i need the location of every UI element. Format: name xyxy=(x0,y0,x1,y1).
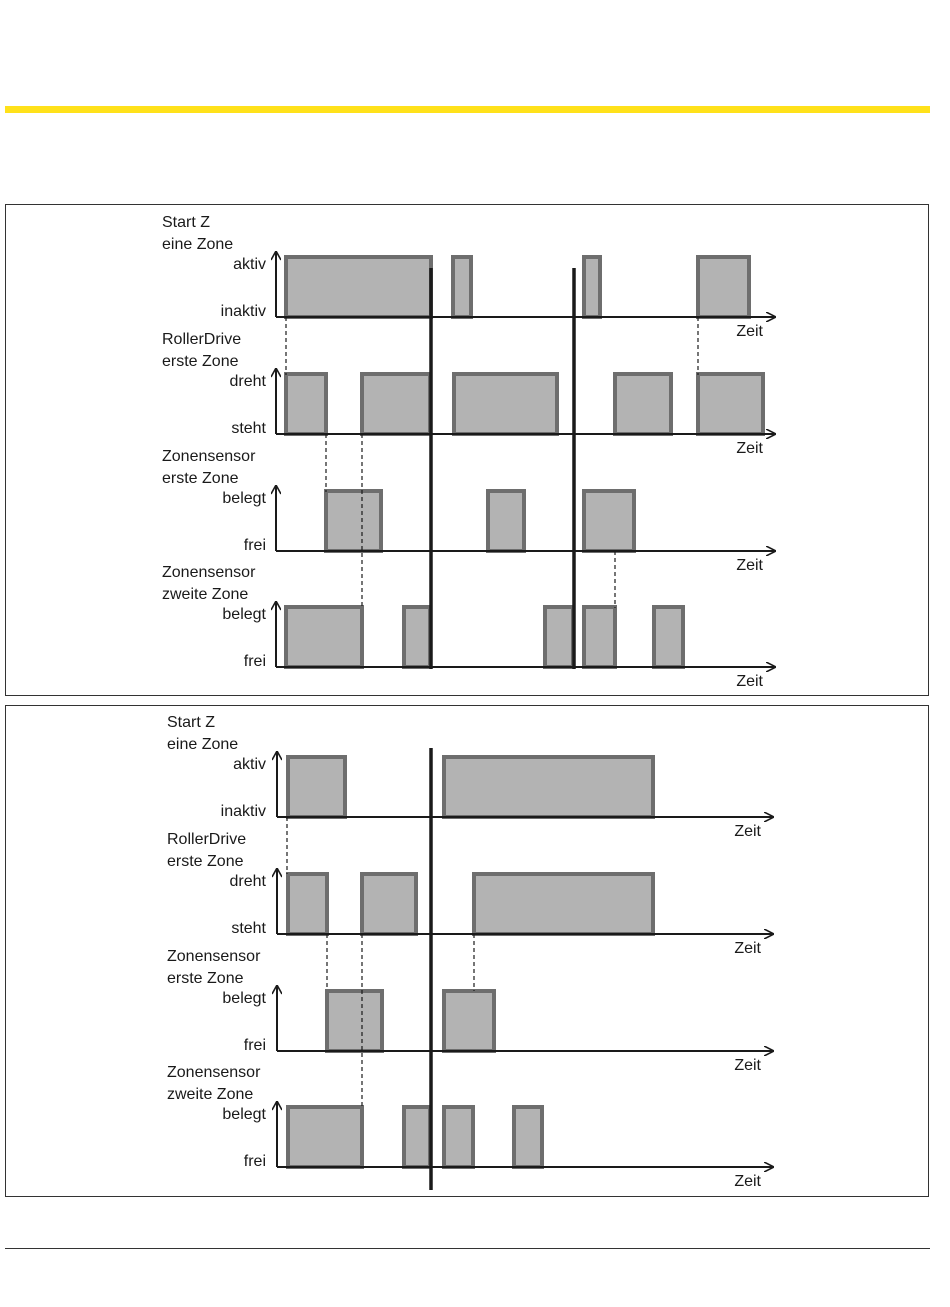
high-level-label: aktiv xyxy=(233,756,266,773)
signal-pulse xyxy=(327,991,382,1051)
signal-title: eine Zone xyxy=(167,736,239,753)
signal-pulse xyxy=(698,257,749,317)
signal-pulse xyxy=(362,374,430,434)
signal-pulse xyxy=(698,374,763,434)
time-axis-label: Zeit xyxy=(734,823,761,840)
signal-pulse xyxy=(404,1107,430,1167)
signal-pulse xyxy=(444,757,653,817)
signal-title: zweite Zone xyxy=(162,586,249,603)
signal-pulse xyxy=(454,374,557,434)
signal-title: Zonensensor xyxy=(167,948,261,965)
high-level-label: belegt xyxy=(222,606,266,623)
time-axis-label: Zeit xyxy=(736,557,763,574)
low-level-label: inaktiv xyxy=(220,803,266,820)
low-level-label: frei xyxy=(243,1037,266,1054)
signal-title: RollerDrive xyxy=(167,831,247,848)
signal-pulse xyxy=(286,607,362,667)
high-level-label: dreht xyxy=(229,373,266,390)
signal-pulse xyxy=(362,874,416,934)
signal-pulse xyxy=(444,1107,473,1167)
signal-pulse xyxy=(545,607,573,667)
signal-title: Start Z xyxy=(167,714,216,731)
signal-track xyxy=(162,214,775,340)
high-level-label: dreht xyxy=(229,873,266,890)
signal-pulse xyxy=(288,874,327,934)
signal-pulse xyxy=(404,607,430,667)
signal-title: Start Z xyxy=(162,214,211,231)
signal-track xyxy=(167,714,773,840)
signal-title: erste Zone xyxy=(162,353,239,370)
signal-pulse xyxy=(444,991,494,1051)
low-level-label: frei xyxy=(243,653,266,670)
signal-pulse xyxy=(584,491,634,551)
time-axis-label: Zeit xyxy=(734,1057,761,1074)
high-level-label: aktiv xyxy=(233,256,266,273)
low-level-label: frei xyxy=(243,537,266,554)
signal-pulse xyxy=(288,757,345,817)
time-axis-label: Zeit xyxy=(736,440,763,457)
signal-pulse xyxy=(584,607,615,667)
signal-title: erste Zone xyxy=(167,970,244,987)
signal-title: Zonensensor xyxy=(167,1064,261,1081)
signal-pulse xyxy=(584,257,600,317)
signal-pulse xyxy=(288,1107,362,1167)
timing-diagram-2 xyxy=(167,714,773,1190)
signal-title: Zonensensor xyxy=(162,564,256,581)
signal-track xyxy=(167,1064,773,1190)
signal-title: erste Zone xyxy=(162,470,239,487)
signal-track xyxy=(167,948,773,1074)
signal-title: RollerDrive xyxy=(162,331,242,348)
low-level-label: frei xyxy=(243,1153,266,1170)
signal-track xyxy=(162,564,775,690)
signal-title: eine Zone xyxy=(162,236,234,253)
high-level-label: belegt xyxy=(222,990,266,1007)
signal-title: Zonensensor xyxy=(162,448,256,465)
signal-pulse xyxy=(326,491,381,551)
high-level-label: belegt xyxy=(222,490,266,507)
time-axis-label: Zeit xyxy=(736,323,763,340)
signal-track xyxy=(167,831,773,957)
signal-track xyxy=(162,448,775,574)
signal-pulse xyxy=(474,874,653,934)
time-axis-label: Zeit xyxy=(736,673,763,690)
time-axis-label: Zeit xyxy=(734,1173,761,1190)
signal-track xyxy=(162,331,775,457)
signal-title: zweite Zone xyxy=(167,1086,254,1103)
signal-pulse xyxy=(615,374,671,434)
low-level-label: steht xyxy=(231,920,266,937)
signal-pulse xyxy=(488,491,524,551)
low-level-label: inaktiv xyxy=(220,303,266,320)
signal-pulse xyxy=(286,257,431,317)
low-level-label: steht xyxy=(231,420,266,437)
signal-pulse xyxy=(654,607,683,667)
signal-pulse xyxy=(286,374,326,434)
signal-pulse xyxy=(514,1107,542,1167)
time-axis-label: Zeit xyxy=(734,940,761,957)
high-level-label: belegt xyxy=(222,1106,266,1123)
signal-pulse xyxy=(453,257,471,317)
signal-title: erste Zone xyxy=(167,853,244,870)
timing-diagram-1 xyxy=(162,214,775,690)
